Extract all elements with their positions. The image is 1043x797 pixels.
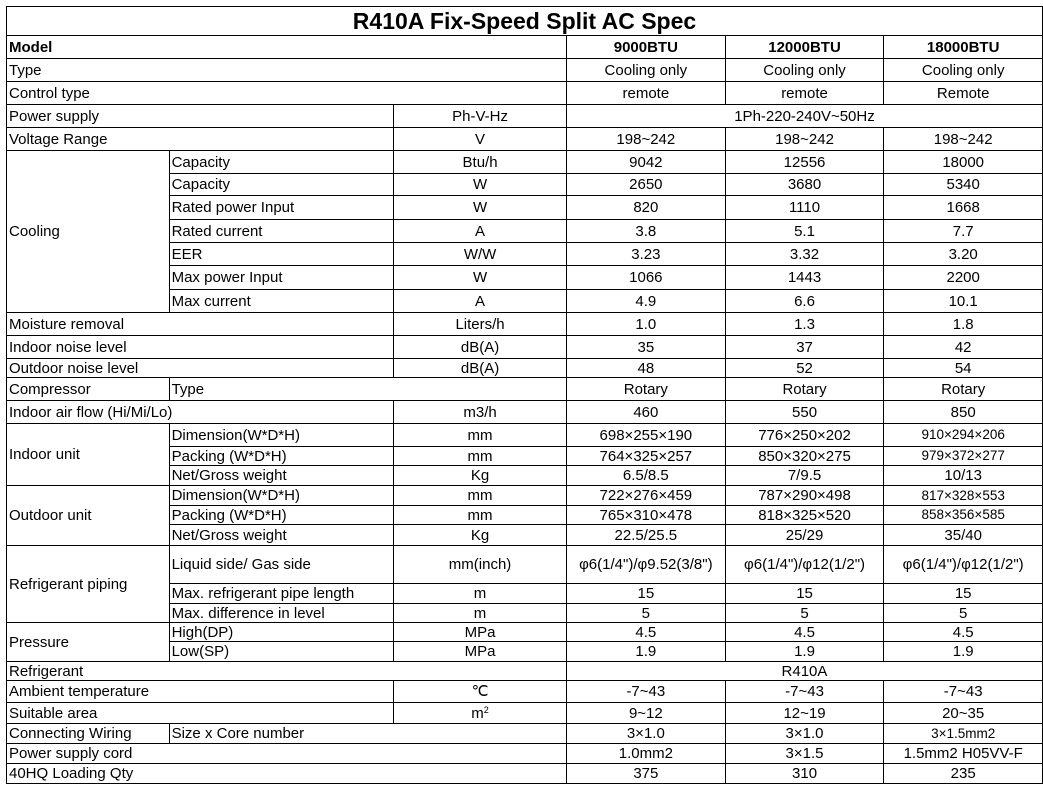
spec-value: 4.5: [884, 623, 1043, 642]
spec-value: 15: [566, 584, 725, 604]
row-label-power-supply: Power supply: [7, 105, 394, 128]
table-row: [7, 546, 1043, 584]
spec-value: 7/9.5: [725, 466, 884, 486]
spec-value: remote: [566, 82, 725, 105]
unit-cell: MPa: [394, 642, 567, 662]
spec-table-body: [7, 7, 1043, 784]
spec-value: 776×250×202: [725, 424, 884, 447]
spec-value: 6.6: [725, 290, 884, 313]
table-row: [7, 82, 1043, 105]
spec-value: 1.9: [725, 642, 884, 662]
spec-value: 1.9: [566, 642, 725, 662]
spec-value: Rotary: [884, 378, 1043, 401]
spec-value: 3×1.0: [725, 724, 884, 744]
spec-value: 5.1: [725, 220, 884, 243]
row-label-outdoor-noise-level: Outdoor noise level: [7, 359, 394, 378]
table-row: [7, 662, 1043, 681]
spec-value: 15: [725, 584, 884, 604]
spec-value: 722×276×459: [566, 486, 725, 506]
table-row: [7, 59, 1043, 82]
spec-value: -7~43: [884, 681, 1043, 703]
unit-cell: m: [394, 604, 567, 623]
sub-label: Low(SP): [169, 642, 394, 662]
sub-label: High(DP): [169, 623, 394, 642]
spec-value: 3.32: [725, 243, 884, 266]
sub-label: Max. refrigerant pipe length: [169, 584, 394, 604]
unit-cell: Ph-V-Hz: [394, 105, 567, 128]
spec-value: 3.20: [884, 243, 1043, 266]
sub-label: Max current: [169, 290, 394, 313]
spec-value: 15: [884, 584, 1043, 604]
table-row: [7, 105, 1043, 128]
spec-value: 37: [725, 336, 884, 359]
page-title: R410A Fix-Speed Split AC Spec: [7, 7, 1043, 36]
spec-value: 10.1: [884, 290, 1043, 313]
group-label-compressor: Compressor: [7, 378, 170, 401]
spec-value: remote: [725, 82, 884, 105]
spec-value: 7.7: [884, 220, 1043, 243]
spec-value: 3680: [725, 174, 884, 196]
group-label-connecting-wiring: Connecting Wiring: [7, 724, 170, 744]
sub-label: Packing (W*D*H): [169, 447, 394, 466]
spec-value: 764×325×257: [566, 447, 725, 466]
unit-cell: W: [394, 266, 567, 290]
spec-value: 42: [884, 336, 1043, 359]
unit-cell: $m^2$: [394, 703, 567, 724]
spec-value: Rotary: [566, 378, 725, 401]
table-row: [7, 764, 1043, 784]
spec-value: 20~35: [884, 703, 1043, 724]
spec-value: 1.3: [725, 313, 884, 336]
sub-label: Liquid side/ Gas side: [169, 546, 394, 584]
spec-value: Rotary: [725, 378, 884, 401]
spec-value: 910×294×206: [884, 424, 1043, 447]
spec-table: [6, 6, 1043, 784]
spec-value: 3.23: [566, 243, 725, 266]
unit-cell: Liters/h: [394, 313, 567, 336]
unit-cell: W: [394, 174, 567, 196]
sub-label: Capacity: [169, 174, 394, 196]
group-label-refrigerant-piping: Refrigerant piping: [7, 546, 170, 623]
unit-cell: Btu/h: [394, 151, 567, 174]
sub-label: Type: [169, 378, 566, 401]
unit-cell: mm: [394, 486, 567, 506]
spec-value: 12~19: [725, 703, 884, 724]
spec-value: 818×325×520: [725, 506, 884, 525]
spec-value: 2200: [884, 266, 1043, 290]
spec-value: 5: [884, 604, 1043, 623]
spec-value: Cooling only: [566, 59, 725, 82]
spec-value: 1.9: [884, 642, 1043, 662]
table-row: [7, 378, 1043, 401]
unit-cell: A: [394, 290, 567, 313]
spec-value: 2650: [566, 174, 725, 196]
sub-label: Net/Gross weight: [169, 466, 394, 486]
spec-value: 1443: [725, 266, 884, 290]
table-row: [7, 401, 1043, 424]
row-label-indoor-air-flow-hi-mi-lo: Indoor air flow (Hi/Mi/Lo): [7, 401, 394, 424]
spec-value: 979×372×277: [884, 447, 1043, 466]
unit-cell: dB(A): [394, 336, 567, 359]
spec-value: 18000: [884, 151, 1043, 174]
header-row: [7, 36, 1043, 59]
spec-value: φ6(1/4")/φ12(1/2"): [725, 546, 884, 584]
spec-value: 12556: [725, 151, 884, 174]
spec-value: 22.5/25.5: [566, 525, 725, 546]
spec-value: 820: [566, 196, 725, 220]
spec-value: 25/29: [725, 525, 884, 546]
table-row: [7, 486, 1043, 506]
spec-value: 3×1.5: [725, 744, 884, 764]
unit-cell: ℃: [394, 681, 567, 703]
unit-cell: m3/h: [394, 401, 567, 424]
table-row: [7, 151, 1043, 174]
spec-value: 1.5mm2 H05VV-F: [884, 744, 1043, 764]
sub-label: Capacity: [169, 151, 394, 174]
spec-value: 5: [725, 604, 884, 623]
spec-value: 1.0: [566, 313, 725, 336]
spec-value: 235: [884, 764, 1043, 784]
spec-value: 5: [566, 604, 725, 623]
row-label-indoor-noise-level: Indoor noise level: [7, 336, 394, 359]
spec-value: φ6(1/4")/φ9.52(3/8"): [566, 546, 725, 584]
unit-cell: m: [394, 584, 567, 604]
model-header-9000: 9000BTU: [566, 36, 725, 59]
spec-value: 6.5/8.5: [566, 466, 725, 486]
spec-value: 54: [884, 359, 1043, 378]
spec-value: 52: [725, 359, 884, 378]
table-row: [7, 336, 1043, 359]
row-label-40hq-loading-qty: 40HQ Loading Qty: [7, 764, 567, 784]
spec-value: 4.9: [566, 290, 725, 313]
row-label-moisture-removal: Moisture removal: [7, 313, 394, 336]
sub-label: EER: [169, 243, 394, 266]
spec-value: 850: [884, 401, 1043, 424]
group-label-indoor-unit: Indoor unit: [7, 424, 170, 486]
sub-label: Size x Core number: [169, 724, 566, 744]
unit-cell: Kg: [394, 466, 567, 486]
spec-value: φ6(1/4")/φ12(1/2"): [884, 546, 1043, 584]
row-label-ambient-temperature: Ambient temperature: [7, 681, 394, 703]
table-row: [7, 681, 1043, 703]
spec-value: 9042: [566, 151, 725, 174]
spec-value: 1Ph-220-240V~50Hz: [566, 105, 1042, 128]
spec-value: 375: [566, 764, 725, 784]
spec-value: 198~242: [566, 128, 725, 151]
sub-label: Max. difference in level: [169, 604, 394, 623]
unit-cell: mm: [394, 424, 567, 447]
spec-value: 35: [566, 336, 725, 359]
spec-value: 198~242: [884, 128, 1043, 151]
sub-label: Net/Gross weight: [169, 525, 394, 546]
unit-cell: V: [394, 128, 567, 151]
spec-value: 1110: [725, 196, 884, 220]
sub-label: Rated power Input: [169, 196, 394, 220]
spec-value: 310: [725, 764, 884, 784]
table-row: [7, 744, 1043, 764]
sub-label: Dimension(W*D*H): [169, 486, 394, 506]
row-label-power-supply-cord: Power supply cord: [7, 744, 567, 764]
unit-cell: mm(inch): [394, 546, 567, 584]
unit-cell: mm: [394, 447, 567, 466]
spec-value: 10/13: [884, 466, 1043, 486]
spec-value: 1066: [566, 266, 725, 290]
unit-cell: W/W: [394, 243, 567, 266]
row-label-control-type: Control type: [7, 82, 567, 105]
title-row: [7, 7, 1043, 36]
unit-cell: W: [394, 196, 567, 220]
row-label-type: Type: [7, 59, 567, 82]
spec-value: Remote: [884, 82, 1043, 105]
spec-value: 4.5: [566, 623, 725, 642]
row-label-voltage-range: Voltage Range: [7, 128, 394, 151]
spec-value: 3.8: [566, 220, 725, 243]
spec-value: Cooling only: [725, 59, 884, 82]
spec-value: 787×290×498: [725, 486, 884, 506]
unit-superscript: 2: [483, 704, 489, 715]
spec-value: 35/40: [884, 525, 1043, 546]
table-row: [7, 703, 1043, 724]
row-label-suitable-area: Suitable area: [7, 703, 394, 724]
unit-cell: Kg: [394, 525, 567, 546]
sub-label: Dimension(W*D*H): [169, 424, 394, 447]
sub-label: Max power Input: [169, 266, 394, 290]
unit-cell: mm: [394, 506, 567, 525]
spec-value: 550: [725, 401, 884, 424]
spec-value: Cooling only: [884, 59, 1043, 82]
spec-value: 460: [566, 401, 725, 424]
spec-value: 765×310×478: [566, 506, 725, 525]
unit-cell: A: [394, 220, 567, 243]
sub-label: Rated current: [169, 220, 394, 243]
table-row: [7, 359, 1043, 378]
table-row: [7, 424, 1043, 447]
model-header: Model: [7, 36, 567, 59]
spec-value: 48: [566, 359, 725, 378]
spec-value: 5340: [884, 174, 1043, 196]
spec-value: 1.8: [884, 313, 1043, 336]
spec-value: -7~43: [566, 681, 725, 703]
spec-value: 198~242: [725, 128, 884, 151]
spec-value: -7~43: [725, 681, 884, 703]
spec-value: 698×255×190: [566, 424, 725, 447]
spec-value: 1668: [884, 196, 1043, 220]
row-label-refrigerant: Refrigerant: [7, 662, 567, 681]
group-label-outdoor-unit: Outdoor unit: [7, 486, 170, 546]
table-row: [7, 724, 1043, 744]
table-row: [7, 128, 1043, 151]
table-row: [7, 623, 1043, 642]
unit-cell: dB(A): [394, 359, 567, 378]
sub-label: Packing (W*D*H): [169, 506, 394, 525]
spec-value: 858×356×585: [884, 506, 1043, 525]
spec-value: 3×1.5mm2: [884, 724, 1043, 744]
model-header-12000: 12000BTU: [725, 36, 884, 59]
model-header-18000: 18000BTU: [884, 36, 1043, 59]
unit-cell: MPa: [394, 623, 567, 642]
group-label-pressure: Pressure: [7, 623, 170, 662]
spec-value: 1.0mm2: [566, 744, 725, 764]
group-label-cooling: Cooling: [7, 151, 170, 313]
spec-value: 850×320×275: [725, 447, 884, 466]
spec-value: 4.5: [725, 623, 884, 642]
table-row: [7, 313, 1043, 336]
spec-value: 9~12: [566, 703, 725, 724]
spec-value: 817×328×553: [884, 486, 1043, 506]
spec-value: 3×1.0: [566, 724, 725, 744]
spec-value: R410A: [566, 662, 1042, 681]
